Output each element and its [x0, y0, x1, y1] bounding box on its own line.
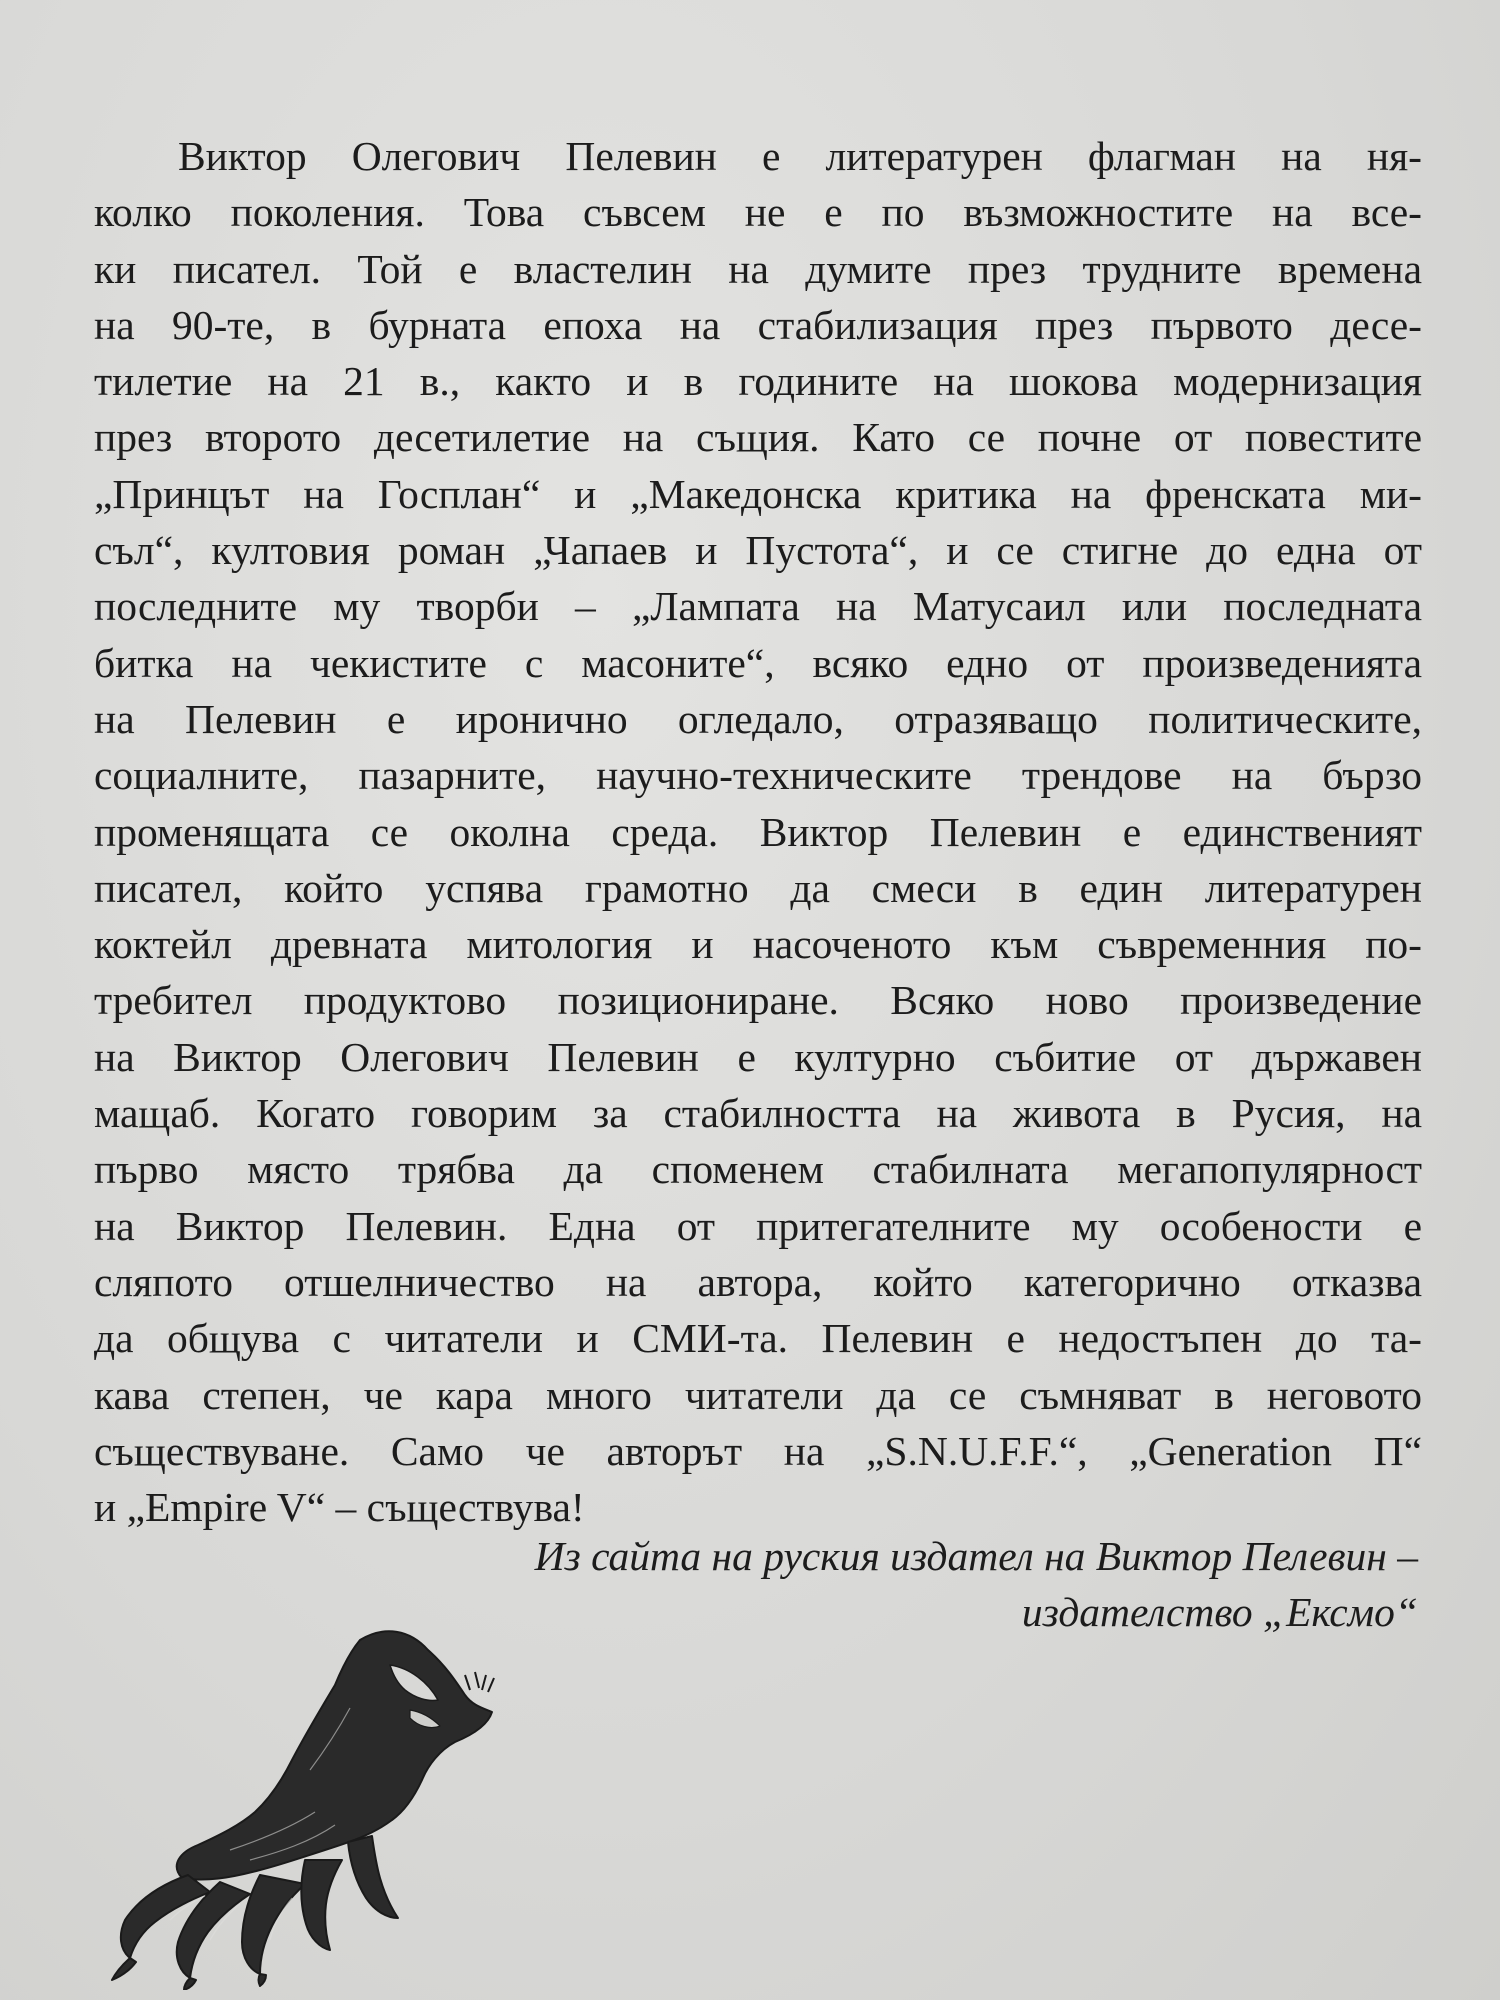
text-line: мащаб. Когато говорим за стабилността на живота в Русия, на [94, 1090, 1422, 1137]
text-line: и „Empire V“ – съществува! [94, 1484, 585, 1531]
text-line: променящата се околна среда. Виктор Пелевин е единственият [94, 808, 1422, 855]
text-line: на Виктор Пелевин. Една от притегателните му особености е [94, 1202, 1422, 1249]
text-line: съл“, култовия роман „Чапаев и Пустота“, и се стигне до една от [94, 527, 1422, 574]
text-line: съществуване. Само че авторът на „S.N.U.F.F.“, „Generation П“ [94, 1427, 1422, 1474]
text-line: социалните, пазарните, научно-техническите трендове на бързо [94, 752, 1422, 799]
text-line: тилетие на 21 в., както и в годините на шокова модернизация [94, 358, 1422, 405]
text-line: на 90-те, в бурната епоха на стабилизация през първото десе- [94, 301, 1422, 348]
text-line: „Принцът на Госплан“ и „Македонска критика на френската ми- [94, 470, 1422, 517]
text-line: сляпото отшелничество на автора, който категорично отказва [94, 1258, 1422, 1305]
text-line: Виктор Олегович Пелевин е литературен флагман на ня- [178, 133, 1422, 179]
text-line: колко поколения. Това съвсем не е по възможностите на все- [94, 189, 1422, 236]
attribution-line: Из сайта на руския издател на Виктор Пелевин – [534, 1533, 1418, 1579]
attribution-line: издателство „Ексмо“ [1021, 1589, 1418, 1635]
text-line: писател, който успява грамотно да смеси в един литературен [94, 864, 1422, 911]
text-line: на Виктор Олегович Пелевин е културно събитие от държавен [94, 1033, 1422, 1080]
text-line: на Пелевин е иронично огледало, отразяващо политическите, [94, 695, 1422, 742]
text-line: последните му творби – „Лампата на Матусаил или последната [94, 583, 1422, 630]
body-paragraph [94, 128, 1422, 1535]
text-line: требител продуктово позициониране. Всяко ново произведение [94, 977, 1422, 1024]
text-line: коктейл древната митология и насоченото към съвременния по- [94, 921, 1422, 968]
text-line: през второто десетилетие на същия. Като се почне от повестите [94, 414, 1422, 461]
text-line: кава степен, че кара много читатели да се съмняват в неговото [94, 1371, 1422, 1418]
text-line: ки писател. Той е властелин на думите през трудните времена [94, 245, 1422, 292]
text-line: да общува с читатели и СМИ-та. Пелевин е недостъпен до та- [94, 1315, 1422, 1362]
text-line: първо място трябва да споменем стабилната мегапопулярност [94, 1146, 1422, 1193]
claw-hand-icon [110, 1620, 530, 1990]
text-line: битка на чекистите с масоните“, всяко едно от произведенията [94, 639, 1422, 686]
